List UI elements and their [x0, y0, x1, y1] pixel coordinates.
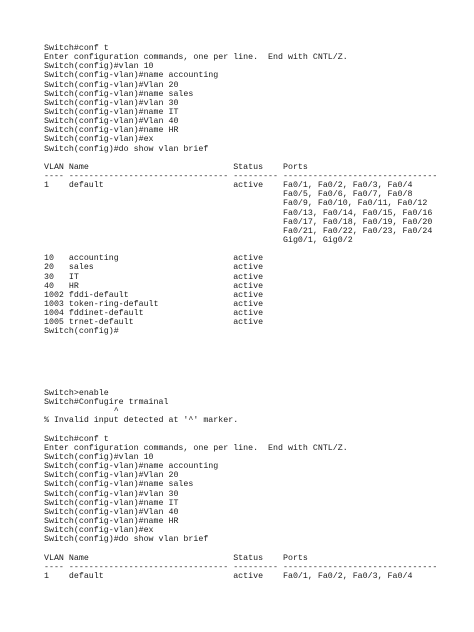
terminal-line: Switch(config)# — [44, 327, 119, 337]
terminal-line: 1004 fddinet-default active — [44, 309, 264, 319]
terminal-line: Switch(config-vlan)#Vlan 40 — [44, 507, 179, 517]
terminal-line: Switch(config-vlan)#name HR — [44, 126, 179, 136]
terminal-line: 10 accounting active — [44, 254, 264, 264]
terminal-line: VLAN Name Status Ports — [44, 162, 308, 172]
terminal-line: ^ — [44, 407, 119, 417]
terminal-line: Gig0/1, Gig0/2 — [44, 235, 353, 245]
terminal-line: Fa0/5, Fa0/6, Fa0/7, Fa0/8 — [44, 190, 413, 200]
terminal-line: % Invalid input detected at '^' marker. — [44, 416, 239, 426]
terminal-line — [44, 426, 437, 435]
terminal-line: 40 HR active — [44, 281, 264, 291]
terminal-line: Switch(config-vlan)#name IT — [44, 107, 179, 117]
terminal-line — [44, 154, 437, 163]
terminal-line: 1 default active Fa0/1, Fa0/2, Fa0/3, Fa0/4 — [44, 571, 413, 581]
terminal-line: Switch(config)#vlan 10 — [44, 62, 154, 72]
terminal-line: Fa0/9, Fa0/10, Fa0/11, Fa0/12 — [44, 199, 428, 209]
terminal-line: 1005 trnet-default active — [44, 318, 264, 328]
terminal-line: Switch(config-vlan)#vlan 30 — [44, 98, 179, 108]
terminal-line: Switch(config-vlan)#name sales — [44, 89, 194, 99]
terminal-line: Switch#conf t — [44, 44, 109, 53]
terminal-line: Switch(config)#vlan 10 — [44, 452, 154, 462]
terminal-line: Switch(config-vlan)#Vlan 40 — [44, 117, 179, 127]
terminal-line: Fa0/21, Fa0/22, Fa0/23, Fa0/24 — [44, 226, 433, 236]
terminal-line: Fa0/13, Fa0/14, Fa0/15, Fa0/16 — [44, 208, 433, 218]
terminal-line: Switch(config-vlan)#name IT — [44, 498, 179, 508]
terminal-line: Switch(config)#do show vlan brief — [44, 535, 209, 545]
terminal-line: Enter configuration commands, one per line. End with CNTL/Z. — [44, 53, 348, 63]
terminal-line: 1003 token-ring-default active — [44, 299, 264, 309]
terminal-line: 20 sales active — [44, 263, 264, 273]
terminal-line: 1 default active Fa0/1, Fa0/2, Fa0/3, Fa0/4 — [44, 181, 413, 191]
terminal-line: Switch>enable — [44, 389, 109, 398]
terminal-line: Fa0/17, Fa0/18, Fa0/19, Fa0/20 — [44, 217, 433, 227]
terminal-line: Switch(config)#do show vlan brief — [44, 144, 209, 154]
terminal-line: Switch#Confugire trmainal — [44, 398, 169, 408]
terminal-line: ---- -------------------------------- --------- ------------------------------- — [44, 562, 438, 572]
terminal-line: VLAN Name Status Ports — [44, 553, 308, 563]
terminal-line: Switch#conf t — [44, 434, 109, 444]
terminal-line: Switch(config-vlan)#ex — [44, 526, 154, 536]
terminal-line — [44, 245, 437, 254]
terminal-line: Switch(config-vlan)#vlan 30 — [44, 489, 179, 499]
terminal-line: Switch(config-vlan)#Vlan 20 — [44, 80, 179, 90]
terminal-line: ---- -------------------------------- --------- ------------------------------- — [44, 171, 438, 181]
cli-session-block-1 — [44, 44, 437, 337]
terminal-line: Switch(config-vlan)#name HR — [44, 516, 179, 526]
terminal-line: Switch(config-vlan)#name accounting — [44, 71, 219, 81]
terminal-line: Switch(config-vlan)#name sales — [44, 480, 194, 490]
terminal-line: Enter configuration commands, one per line. End with CNTL/Z. — [44, 443, 348, 453]
terminal-line: Switch(config-vlan)#ex — [44, 135, 154, 145]
cli-session-block-2 — [44, 389, 437, 581]
terminal-line — [44, 544, 437, 553]
terminal-line: Switch(config-vlan)#name accounting — [44, 462, 219, 472]
terminal-line: 30 IT active — [44, 272, 264, 282]
terminal-line: Switch(config-vlan)#Vlan 20 — [44, 471, 179, 481]
terminal-line: 1002 fddi-default active — [44, 290, 264, 300]
